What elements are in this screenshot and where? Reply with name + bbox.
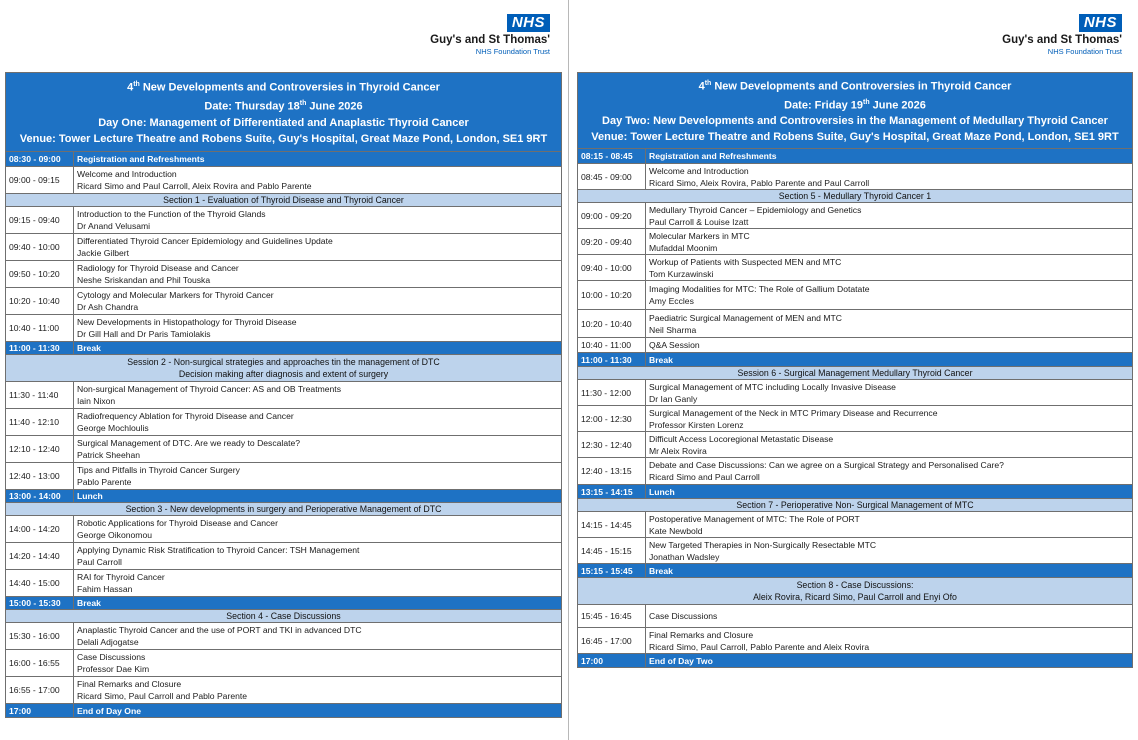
session-title: Tips and Pitfalls in Thyroid Cancer Surgery xyxy=(77,465,240,475)
event-title xyxy=(580,76,1130,95)
session-row xyxy=(578,512,1133,538)
session-title: Medullary Thyroid Cancer – Epidemiology and Genetics xyxy=(649,204,862,215)
schedule-header xyxy=(6,73,562,152)
session-title: Non-surgical Management of Thyroid Cancer: AS and OB Treatments xyxy=(77,384,341,394)
session-cell xyxy=(646,605,1133,628)
session-title: Cytology and Molecular Markers for Thyroid Cancer xyxy=(77,290,274,300)
session-title: Anaplastic Thyroid Cancer and the use of PORT and TKI in advanced DTC xyxy=(77,625,362,635)
session-title: Case Discussions xyxy=(77,652,146,662)
session-title: Surgical Management of DTC. Are we ready to Descalate? xyxy=(77,438,301,448)
title-number: 4 xyxy=(698,80,705,93)
session-title: Molecular Markers in MTC xyxy=(649,230,750,241)
session-presenters: Paul Carroll xyxy=(77,557,122,567)
session-row xyxy=(6,409,562,436)
nhs-logo-right xyxy=(992,14,1122,56)
time-cell: 09:20 - 09:40 xyxy=(578,229,646,255)
time-cell: 10:20 - 10:40 xyxy=(6,288,74,315)
section-title xyxy=(578,367,1133,380)
session-cell xyxy=(646,458,1133,485)
section-line: Section 8 - Case Discussions: xyxy=(796,580,914,591)
time-cell: 14:40 - 15:00 xyxy=(6,570,74,597)
session-title: Workup of Patients with Suspected MEN and MTC xyxy=(649,256,842,267)
session-row xyxy=(6,436,562,463)
section-line: Session 2 - Non-surgical strategies and approaches tin the management of DTC xyxy=(127,357,440,367)
section-title xyxy=(578,578,1133,605)
session-cell xyxy=(74,516,562,543)
break-row xyxy=(578,564,1133,578)
time-cell: 12:40 - 13:00 xyxy=(6,463,74,490)
session-presenters: Tom Kurzawinski xyxy=(649,268,714,279)
session-row xyxy=(578,432,1133,458)
header-cell xyxy=(6,73,562,152)
time-cell: 15:00 - 15:30 xyxy=(6,597,74,610)
session-cell xyxy=(74,261,562,288)
session-presenters: Jackie Gilbert xyxy=(77,248,130,258)
time-cell: 14:20 - 14:40 xyxy=(6,543,74,570)
time-cell: 12:40 - 13:15 xyxy=(578,458,646,485)
session-presenters: Mr Aleix Rovira xyxy=(649,445,707,456)
time-cell: 11:30 - 12:00 xyxy=(578,380,646,406)
session-cell xyxy=(74,463,562,490)
section-line: Session 6 - Surgical Management Medullary Thyroid Cancer xyxy=(737,368,973,379)
time-cell: 09:40 - 10:00 xyxy=(578,255,646,281)
session-presenters: Dr Anand Velusami xyxy=(77,221,151,231)
break-row xyxy=(578,654,1133,668)
session-row xyxy=(6,167,562,194)
session-cell xyxy=(646,229,1133,255)
session-title: Radiology for Thyroid Disease and Cancer xyxy=(77,263,239,273)
time-cell: 09:00 - 09:15 xyxy=(6,167,74,194)
session-cell xyxy=(646,512,1133,538)
date-sup: th xyxy=(863,98,870,106)
section-header xyxy=(6,355,562,382)
break-label: Break xyxy=(646,353,1133,367)
session-cell xyxy=(74,315,562,342)
session-cell xyxy=(74,207,562,234)
session-title: Final Remarks and Closure xyxy=(77,679,182,689)
session-cell xyxy=(74,409,562,436)
time-cell: 17:00 xyxy=(6,704,74,718)
time-cell: 09:40 - 10:00 xyxy=(6,234,74,261)
session-cell xyxy=(74,382,562,409)
session-title: New Developments in Histopathology for Thyroid Disease xyxy=(77,317,297,327)
section-line: Section 3 - New developments in surgery and Perioperative Management of DTC xyxy=(125,504,442,514)
session-cell xyxy=(74,677,562,704)
title-text: New Developments and Controversies in Thyroid Cancer xyxy=(139,82,440,94)
session-row xyxy=(6,288,562,315)
session-row xyxy=(6,463,562,490)
session-presenters: Jonathan Wadsley xyxy=(649,551,720,562)
date-text: Date: Friday 19 xyxy=(784,99,863,112)
time-cell: 08:15 - 08:45 xyxy=(578,149,646,164)
session-cell xyxy=(646,164,1133,190)
section-header xyxy=(578,578,1133,605)
break-label: Lunch xyxy=(74,490,562,503)
time-cell: 14:15 - 14:45 xyxy=(578,512,646,538)
session-title: Robotic Applications for Thyroid Disease and Cancer xyxy=(77,518,278,528)
session-cell xyxy=(646,432,1133,458)
session-row xyxy=(6,234,562,261)
section-line: Section 7 - Perioperative Non- Surgical Management of MTC xyxy=(736,500,974,511)
break-row xyxy=(6,342,562,355)
session-presenters: Pablo Parente xyxy=(77,477,132,487)
session-row xyxy=(6,650,562,677)
session-row xyxy=(6,207,562,234)
time-cell: 09:50 - 10:20 xyxy=(6,261,74,288)
session-presenters: Mufaddal Moonim xyxy=(649,242,718,253)
break-label: End of Day Two xyxy=(646,654,1133,668)
session-presenters: Patrick Sheehan xyxy=(77,450,141,460)
time-cell: 08:45 - 09:00 xyxy=(578,164,646,190)
session-presenters: Amy Eccles xyxy=(649,296,694,307)
session-presenters: Neshe Sriskandan and Phil Touska xyxy=(77,275,211,285)
session-presenters: Ricard Simo, Paul Carroll and Pablo Parente xyxy=(77,691,248,701)
time-cell: 11:00 - 11:30 xyxy=(578,353,646,367)
org-sub: NHS Foundation Trust xyxy=(1047,47,1122,56)
break-row xyxy=(578,353,1133,367)
session-title: Difficult Access Locoregional Metastatic Disease xyxy=(649,433,834,444)
break-row xyxy=(6,490,562,503)
break-row xyxy=(6,704,562,718)
time-cell: 16:00 - 16:55 xyxy=(6,650,74,677)
session-cell xyxy=(646,203,1133,229)
org-name: Guy's and St Thomas' xyxy=(1002,34,1122,46)
time-cell: 14:00 - 14:20 xyxy=(6,516,74,543)
event-date xyxy=(580,95,1130,114)
venue: Venue: Tower Lecture Theatre and Robens Suite, Guy's Hospital, Great Maze Pond, London, SE1 9RT xyxy=(591,131,1119,144)
session-row xyxy=(6,315,562,342)
session-cell xyxy=(74,234,562,261)
session-row xyxy=(578,255,1133,281)
time-cell: 13:00 - 14:00 xyxy=(6,490,74,503)
break-label: Break xyxy=(74,597,562,610)
section-header xyxy=(6,610,562,623)
time-cell: 11:30 - 11:40 xyxy=(6,382,74,409)
session-title: Final Remarks and Closure xyxy=(649,629,754,640)
section-header xyxy=(578,190,1133,203)
session-title: Paediatric Surgical Management of MEN and MTC xyxy=(649,312,842,323)
session-title: Surgical Management of the Neck in MTC Primary Disease and Recurrence xyxy=(649,407,938,418)
session-presenters: Delali Adjogatse xyxy=(77,637,139,647)
session-row xyxy=(578,281,1133,310)
session-cell xyxy=(646,310,1133,338)
session-title: Surgical Management of MTC including Locally Invasive Disease xyxy=(649,381,896,392)
section-line: Section 5 - Medullary Thyroid Cancer 1 xyxy=(778,191,932,202)
section-header xyxy=(578,499,1133,512)
time-cell: 10:20 - 10:40 xyxy=(578,310,646,338)
section-title xyxy=(6,503,562,516)
break-row xyxy=(6,597,562,610)
time-cell: 11:40 - 12:10 xyxy=(6,409,74,436)
session-row xyxy=(578,203,1133,229)
session-presenters: Fahim Hassan xyxy=(77,584,133,594)
session-presenters: Ricard Simo, Aleix Rovira, Pablo Parente and Paul Carroll xyxy=(649,177,870,188)
session-presenters: Iain Nixon xyxy=(77,396,116,406)
session-row xyxy=(578,338,1133,353)
session-presenters: Kate Newbold xyxy=(649,525,703,536)
nhs-logo-left xyxy=(420,14,550,56)
day-theme: Day One: Management of Differentiated and Anaplastic Thyroid Cancer xyxy=(98,116,469,129)
break-label: Registration and Refreshments xyxy=(74,152,562,167)
session-row xyxy=(578,406,1133,432)
event-date xyxy=(8,96,559,115)
session-title: Q&A Session xyxy=(649,340,700,351)
time-cell: 10:40 - 11:00 xyxy=(6,315,74,342)
session-cell xyxy=(646,406,1133,432)
time-cell: 15:45 - 16:45 xyxy=(578,605,646,628)
section-title xyxy=(6,355,562,382)
session-title: New Targeted Therapies in Non-Surgically Resectable MTC xyxy=(649,539,877,550)
day-one-schedule xyxy=(5,72,562,718)
session-title: Case Discussions xyxy=(649,611,718,622)
section-line: Aleix Rovira, Ricard Simo, Paul Carroll and Enyi Ofo xyxy=(753,592,957,603)
session-row xyxy=(578,605,1133,628)
session-row xyxy=(578,628,1133,654)
time-cell: 09:15 - 09:40 xyxy=(6,207,74,234)
session-cell xyxy=(646,281,1133,310)
session-row xyxy=(6,261,562,288)
time-cell: 11:00 - 11:30 xyxy=(6,342,74,355)
event-title xyxy=(8,77,559,96)
page-divider xyxy=(568,0,569,740)
session-cell xyxy=(74,543,562,570)
date-month: June 2026 xyxy=(306,100,363,113)
time-cell: 15:15 - 15:45 xyxy=(578,564,646,578)
session-presenters: Ricard Simo and Paul Carroll xyxy=(649,472,760,483)
session-title: Debate and Case Discussions: Can we agree on a Surgical Strategy and Personalised Care? xyxy=(649,460,1004,471)
day-theme: Day Two: New Developments and Controversies in the Management of Medullary Thyroid Cancer xyxy=(602,115,1108,128)
session-presenters: George Mochloulis xyxy=(77,423,149,433)
section-header xyxy=(6,194,562,207)
date-text: Date: Thursday 18 xyxy=(204,100,300,113)
section-title xyxy=(6,610,562,623)
time-cell: 16:55 - 17:00 xyxy=(6,677,74,704)
title-text: New Developments and Controversies in Thyroid Cancer xyxy=(711,80,1012,93)
schedule-header xyxy=(578,73,1133,149)
session-row xyxy=(6,516,562,543)
session-presenters: Neil Sharma xyxy=(649,324,697,335)
session-presenters: Professor Kirsten Lorenz xyxy=(649,419,744,430)
header-cell xyxy=(578,73,1133,149)
section-line: Decision making after diagnosis and extent of surgery xyxy=(178,369,389,379)
time-cell: 16:45 - 17:00 xyxy=(578,628,646,654)
session-title: Introduction to the Function of the Thyroid Glands xyxy=(77,209,266,219)
session-title: RAI for Thyroid Cancer xyxy=(77,572,165,582)
date-month: June 2026 xyxy=(869,99,926,112)
time-cell: 10:00 - 10:20 xyxy=(578,281,646,310)
session-cell xyxy=(646,628,1133,654)
session-title: Differentiated Thyroid Cancer Epidemiology and Guidelines Update xyxy=(77,236,333,246)
session-cell xyxy=(646,538,1133,564)
session-row xyxy=(6,382,562,409)
session-cell xyxy=(74,650,562,677)
break-row xyxy=(6,152,562,167)
break-row xyxy=(578,485,1133,499)
time-cell: 17:00 xyxy=(578,654,646,668)
session-title: Welcome and Introduction xyxy=(77,169,177,179)
time-cell: 09:00 - 09:20 xyxy=(578,203,646,229)
section-header xyxy=(578,367,1133,380)
org-name: Guy's and St Thomas' xyxy=(430,34,550,46)
venue: Venue: Tower Lecture Theatre and Robens Suite, Guy's Hospital, Great Maze Pond, London, SE1 9RT xyxy=(19,132,548,145)
title-number: 4 xyxy=(127,82,134,94)
title-sup: th xyxy=(704,80,712,87)
session-presenters: Dr Gill Hall and Dr Paris Tamiolakis xyxy=(77,329,211,339)
session-title: Postoperative Management of MTC: The Role of PORT xyxy=(649,513,860,524)
session-presenters: George Oikonomou xyxy=(77,530,152,540)
time-cell: 12:30 - 12:40 xyxy=(578,432,646,458)
session-row xyxy=(578,380,1133,406)
break-label: Lunch xyxy=(646,485,1133,499)
session-presenters: Ricard Simo and Paul Carroll, Aleix Rovira and Pablo Parente xyxy=(77,181,312,191)
time-cell: 15:30 - 16:00 xyxy=(6,623,74,650)
session-row xyxy=(578,538,1133,564)
section-title xyxy=(578,499,1133,512)
section-header xyxy=(6,503,562,516)
break-label: Break xyxy=(74,342,562,355)
section-title xyxy=(6,194,562,207)
section-line: Section 4 - Case Discussions xyxy=(226,611,341,621)
nhs-badge: NHS xyxy=(507,14,550,32)
session-cell xyxy=(74,288,562,315)
session-cell xyxy=(74,167,562,194)
date-sup: th xyxy=(299,100,307,107)
session-cell xyxy=(74,570,562,597)
session-row xyxy=(6,570,562,597)
session-title: Imaging Modalities for MTC: The Role of Gallium Dotatate xyxy=(649,284,870,295)
session-cell xyxy=(646,255,1133,281)
session-cell xyxy=(74,436,562,463)
session-cell xyxy=(646,380,1133,406)
time-cell: 08:30 - 09:00 xyxy=(6,152,74,167)
time-cell: 13:15 - 14:15 xyxy=(578,485,646,499)
break-label: End of Day One xyxy=(74,704,562,718)
session-presenters: Paul Carroll & Louise Izatt xyxy=(649,216,749,227)
break-label: Registration and Refreshments xyxy=(646,149,1133,164)
session-row xyxy=(578,229,1133,255)
org-sub: NHS Foundation Trust xyxy=(475,47,550,56)
session-presenters: Ricard Simo, Paul Carroll, Pablo Parente and Aleix Rovira xyxy=(649,641,870,652)
session-presenters: Professor Dae Kim xyxy=(77,664,150,674)
session-title: Radiofrequency Ablation for Thyroid Disease and Cancer xyxy=(77,411,294,421)
session-row xyxy=(578,164,1133,190)
break-label: Break xyxy=(646,564,1133,578)
day-two-schedule xyxy=(577,72,1133,668)
time-cell: 14:45 - 15:15 xyxy=(578,538,646,564)
session-row xyxy=(6,543,562,570)
session-title: Welcome and Introduction xyxy=(649,165,749,176)
session-presenters: Dr Ian Ganly xyxy=(649,393,698,404)
session-cell xyxy=(74,623,562,650)
session-row xyxy=(6,677,562,704)
session-presenters: Dr Ash Chandra xyxy=(77,302,139,312)
session-cell xyxy=(646,338,1133,353)
section-title xyxy=(578,190,1133,203)
time-cell: 12:10 - 12:40 xyxy=(6,436,74,463)
session-row xyxy=(578,310,1133,338)
time-cell: 12:00 - 12:30 xyxy=(578,406,646,432)
section-line: Section 1 - Evaluation of Thyroid Disease and Thyroid Cancer xyxy=(163,195,404,205)
nhs-badge: NHS xyxy=(1079,14,1122,32)
title-sup: th xyxy=(133,81,140,89)
time-cell: 10:40 - 11:00 xyxy=(578,338,646,353)
session-row xyxy=(578,458,1133,485)
session-row xyxy=(6,623,562,650)
break-row xyxy=(578,149,1133,164)
session-title: Applying Dynamic Risk Stratification to Thyroid Cancer: TSH Management xyxy=(77,545,360,555)
